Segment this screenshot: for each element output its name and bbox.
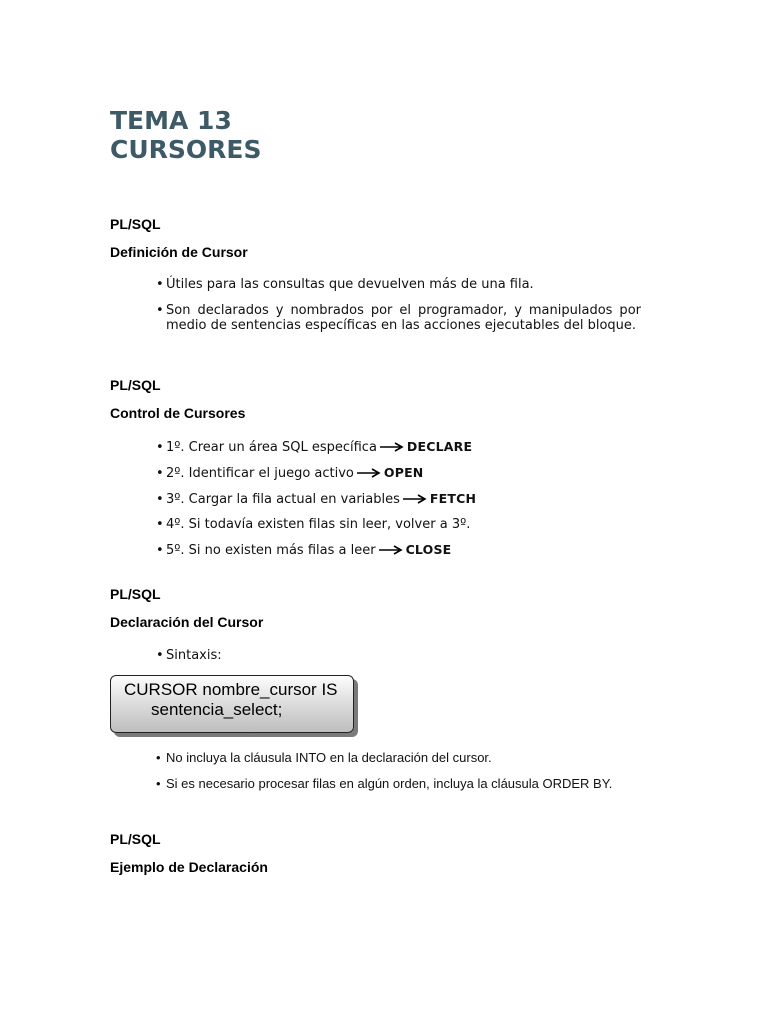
list-item — [110, 277, 641, 292]
syntax-box-wrapper — [110, 675, 641, 747]
list-item — [110, 491, 641, 507]
section-kicker: PL/SQL — [110, 377, 161, 393]
syntax-box — [110, 675, 354, 733]
title-line-1: TEMA 13 — [110, 106, 232, 135]
list-item — [110, 517, 641, 532]
syntax-line-1: CURSOR nombre_cursor IS — [124, 680, 338, 699]
section-heading: Control de Cursores — [110, 405, 246, 421]
bullet-dot-icon: • — [156, 303, 164, 318]
right-arrow-icon — [379, 545, 403, 555]
list-item-text: Si es necesario procesar filas en algún orden, incluya la cláusula ORDER BY. — [166, 776, 613, 791]
syntax-label: Sintaxis: — [166, 648, 222, 663]
list-item-text: No incluya la cláusula INTO en la declaración del cursor. — [166, 750, 492, 765]
bullet-dot-icon: • — [156, 492, 164, 507]
list-item — [110, 776, 641, 791]
bullet-dot-icon: • — [156, 776, 161, 791]
right-arrow-icon — [357, 468, 381, 478]
section-control — [110, 377, 641, 558]
step-text: 5º. Si no existen más filas a leer — [166, 543, 376, 558]
list-item — [110, 750, 641, 765]
syntax-line-2: sentencia_select; — [151, 700, 283, 719]
list-item-text: Son declarados y nombrados por el programador, y manipulados por medio de sentencias específicas en las acciones ejecutables del bloque. — [166, 303, 641, 333]
section-heading: Definición de Cursor — [110, 244, 248, 260]
list-item — [110, 465, 641, 481]
list-item — [110, 303, 641, 333]
right-arrow-icon — [380, 442, 404, 452]
section-kicker: PL/SQL — [110, 216, 161, 232]
steps-list — [110, 439, 641, 558]
document-title — [110, 106, 262, 164]
step-keyword: CLOSE — [405, 542, 452, 557]
step-text: 3º. Cargar la fila actual en variables — [166, 492, 400, 507]
bullet-dot-icon: • — [156, 543, 164, 558]
step-text: 1º. Crear un área SQL específica — [166, 440, 377, 455]
step-keyword: FETCH — [429, 491, 477, 506]
step-text: 4º. Si todavía existen filas sin leer, volver a 3º. — [166, 517, 471, 532]
right-arrow-icon — [403, 494, 427, 504]
bullet-dot-icon: • — [156, 440, 164, 455]
list-item — [110, 439, 641, 455]
section-heading: Declaración del Cursor — [110, 614, 264, 630]
section-heading: Ejemplo de Declaración — [110, 859, 268, 875]
bullet-dot-icon: • — [156, 750, 161, 765]
section-declaration — [110, 586, 641, 791]
bullet-dot-icon: • — [156, 277, 164, 292]
bullet-dot-icon: • — [156, 648, 164, 663]
step-keyword: DECLARE — [406, 439, 473, 454]
section-example — [110, 831, 641, 875]
bullet-dot-icon: • — [156, 517, 164, 532]
section-kicker: PL/SQL — [110, 831, 161, 847]
step-text: 2º. Identificar el juego activo — [166, 466, 354, 481]
bullet-list — [110, 750, 641, 791]
bullet-list — [110, 648, 641, 663]
bullet-list — [110, 277, 641, 333]
section-definition — [110, 216, 641, 333]
title-line-2: CURSORES — [110, 135, 262, 164]
list-item — [110, 542, 641, 558]
bullet-dot-icon: • — [156, 466, 164, 481]
section-kicker: PL/SQL — [110, 586, 161, 602]
list-item — [110, 648, 641, 663]
step-keyword: OPEN — [383, 465, 424, 480]
list-item-text: Útiles para las consultas que devuelven más de una fila. — [166, 277, 534, 292]
